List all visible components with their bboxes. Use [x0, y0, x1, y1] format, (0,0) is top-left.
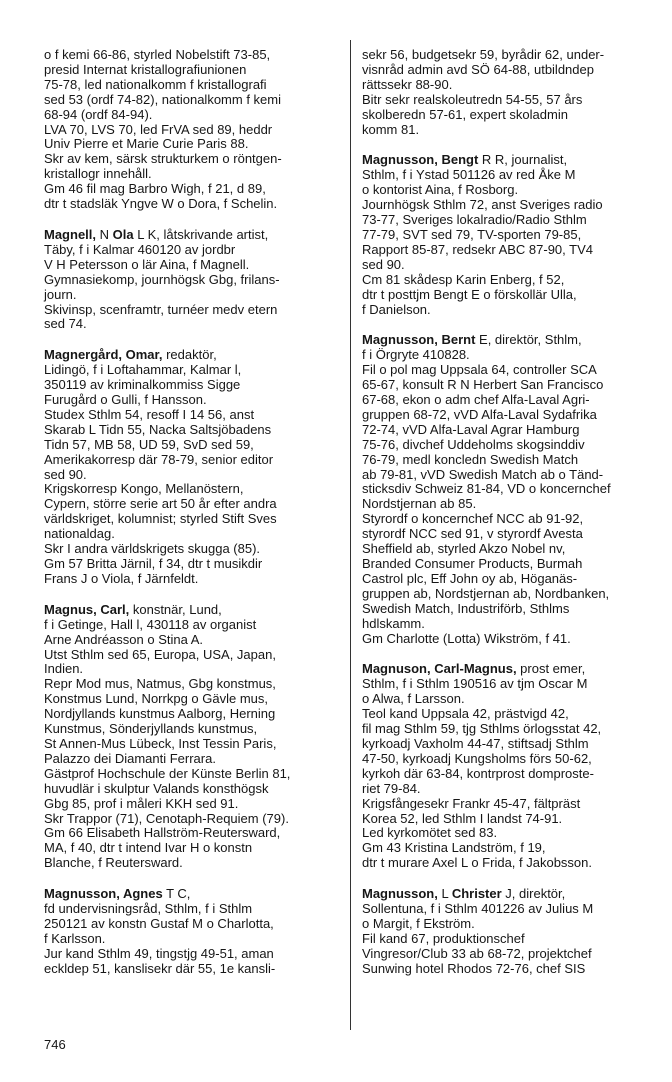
- entry-line: [362, 737, 658, 752]
- entry-text: 350119 av kriminalkommiss Sigge: [44, 377, 241, 393]
- entry-line: [44, 618, 338, 633]
- entry-text: Skivinsp, scenframtr, turnéer medv etern: [44, 301, 278, 317]
- entry-line: [44, 363, 338, 378]
- entry-line: [362, 482, 658, 497]
- entry-line: [362, 228, 658, 243]
- entry-line: [44, 648, 338, 663]
- entry-line: [362, 273, 658, 288]
- entry-line: [44, 737, 338, 752]
- entry-text: 67-68, ekon o adm chef Alfa-Laval Agri-: [362, 392, 590, 408]
- right-column: [362, 48, 658, 993]
- entry-line: [362, 453, 658, 468]
- entry-text: Castrol plc, Eff John oy ab, Höganäs-: [362, 570, 578, 586]
- entry-line: [44, 303, 338, 318]
- entry-line: [44, 932, 338, 947]
- entry-text: presid Internat kristallografiunionen: [44, 61, 247, 77]
- entry-text: f i Örgryte 410828.: [362, 347, 470, 363]
- entry-text: Repr Mod mus, Natmus, Gbg konstmus,: [44, 676, 276, 692]
- entry-text: Univ Pierre et Marie Curie Paris 88.: [44, 136, 249, 152]
- entry-text: Fil o pol mag Uppsala 64, controller SCA: [362, 362, 597, 378]
- entry-text: sed 90.: [362, 256, 405, 272]
- entry-line: [44, 677, 338, 692]
- biography-entry: [362, 887, 658, 976]
- entry-line: [44, 692, 338, 707]
- entry-line: [44, 512, 338, 527]
- entry-line: [362, 168, 658, 183]
- entry-text: visnråd admin avd SÖ 64-88, utbildndep: [362, 61, 594, 77]
- entry-line: [362, 512, 658, 527]
- entry-text: Skr I andra världskrigets skugga (85).: [44, 541, 261, 557]
- entry-name: Magnell,: [44, 226, 97, 242]
- entry-text: ab 79-81, vVD Swedish Match ab o Tänd-: [362, 466, 604, 482]
- entry-text: R R, journalist,: [478, 152, 568, 168]
- entry-text: redaktör,: [162, 347, 217, 363]
- entry-text: Indien.: [44, 661, 84, 677]
- entry-name: Magnuson, Carl-Magnus,: [362, 661, 517, 677]
- entry-text: hdlskamm.: [362, 615, 425, 631]
- entry-line: [44, 468, 338, 483]
- entry-text: V H Petersson o lär Aina, f Magnell.: [44, 256, 250, 272]
- entry-text: 75-76, divchef Uddeholms skogsinddiv: [362, 436, 585, 452]
- entry-line: [362, 917, 658, 932]
- biography-entry: [44, 603, 338, 871]
- entry-line: [44, 438, 338, 453]
- entry-line: [362, 692, 658, 707]
- entry-text: Konstmus Lund, Norrkpg o Gävle mus,: [44, 691, 268, 707]
- entry-text: rättssekr 88-90.: [362, 76, 453, 92]
- entry-line: [44, 767, 338, 782]
- entry-line: [362, 782, 658, 797]
- entry-line: [44, 902, 338, 917]
- entry-line: [44, 557, 338, 572]
- entry-name: Christer: [451, 886, 502, 902]
- entry-line: [362, 826, 658, 841]
- entry-text: o f kemi 66-86, styrled Nobelstift 73-85,: [44, 47, 271, 62]
- entry-text: huvudlär i skulptur Valands konsthögsk: [44, 780, 269, 796]
- entry-line: [44, 797, 338, 812]
- entry-text: prost emer,: [516, 661, 586, 677]
- entry-text: E, direktör, Sthlm,: [475, 332, 582, 348]
- entry-text: Sunwing hotel Rhodos 72-76, chef SIS: [362, 960, 586, 976]
- entry-line: [362, 887, 658, 902]
- entry-text: sticksdiv Schweiz 81-84, VD o koncernchef: [362, 481, 611, 497]
- entry-text: 75-78, led nationalkomm f kristallografi: [44, 76, 267, 92]
- entry-line: [44, 258, 338, 273]
- entry-text: Branded Consumer Products, Burmah: [362, 556, 583, 571]
- entry-text: Nordstjernan ab 85.: [362, 496, 477, 512]
- entry-text: 76-79, medl koncledn Swedish Match: [362, 451, 579, 467]
- left-column: [44, 48, 338, 993]
- entry-line: [362, 572, 658, 587]
- entry-text: sed 74.: [44, 316, 87, 332]
- entry-name: Magnusson, Bengt: [362, 152, 479, 168]
- entry-line: [362, 78, 658, 93]
- entry-line: [44, 393, 338, 408]
- entry-text: Styrordf o koncernchef NCC ab 91-92,: [362, 511, 584, 527]
- entry-text: T C,: [162, 886, 191, 902]
- entry-text: kyrkoadj Vaxholm 44-47, stiftsadj Sthlm: [362, 735, 589, 751]
- entry-line: [44, 63, 338, 78]
- entry-line: [362, 408, 658, 423]
- entry-text: 250121 av konstn Gustaf M o Charlotta,: [44, 915, 274, 931]
- entry-line: [44, 917, 338, 932]
- entry-text: Gm 66 Elisabeth Hallström-Reutersward,: [44, 825, 281, 841]
- biography-entry: [44, 228, 338, 332]
- entry-text: 77-79, SVT sed 79, TV-sporten 79-85,: [362, 226, 582, 242]
- entry-line: [362, 123, 658, 138]
- entry-line: [44, 108, 338, 123]
- entry-name: Magnusson,: [362, 886, 438, 902]
- entry-text: 73-77, Sveriges lokalradio/Radio Sthlm: [362, 212, 587, 228]
- entry-text: Skarab L Tidn 55, Nacka Saltsjöbadens: [44, 421, 272, 437]
- entry-line: [44, 722, 338, 737]
- entry-text: Journhögsk Sthlm 72, anst Sveriges radio: [362, 197, 603, 213]
- entry-line: [44, 167, 338, 182]
- entry-text: Cypern, större serie art 50 år efter andra: [44, 496, 277, 512]
- entry-line: [44, 633, 338, 648]
- entry-text: Led kyrkomötet sed 83.: [362, 825, 498, 841]
- entry-text: sed 90.: [44, 466, 87, 482]
- entry-line: [44, 962, 338, 977]
- entry-text: Frans J o Viola, f Järnfeldt.: [44, 570, 199, 586]
- entry-line: [362, 393, 658, 408]
- entry-text: dtr t murare Axel L o Frida, f Jakobsson.: [362, 855, 593, 871]
- entry-line: [44, 48, 338, 63]
- entry-line: [362, 902, 658, 917]
- entry-text: skolberedn 57-61, expert skoladmin: [362, 106, 568, 122]
- entry-text: Skr av kem, särsk strukturkem o röntgen-: [44, 151, 282, 167]
- entry-line: [362, 722, 658, 737]
- entry-line: [362, 63, 658, 78]
- entry-line: [44, 273, 338, 288]
- column-divider: [350, 40, 351, 1030]
- entry-text: dtr t posttjm Bengt E o förskollär Ulla,: [362, 286, 577, 302]
- entry-text: gruppen 68-72, vVD Alfa-Laval Sydafrika: [362, 406, 597, 422]
- entry-line: [362, 632, 658, 647]
- entry-text: L K, låtskrivande artist,: [133, 226, 269, 242]
- entry-text: N: [96, 226, 113, 242]
- entry-line: [362, 752, 658, 767]
- entry-text: Studex Sthlm 54, resoff I 14 56, anst: [44, 406, 255, 422]
- entry-line: [44, 572, 338, 587]
- entry-line: [44, 482, 338, 497]
- entry-text: Gm 57 Britta Järnil, f 34, dtr t musikdir: [44, 556, 263, 571]
- entry-text: världskriget, kolumnist; styrled Stift Sves: [44, 511, 277, 527]
- entry-line: [362, 797, 658, 812]
- entry-text: Blanche, f Reutersward.: [44, 855, 183, 871]
- entry-text: eckldep 51, kanslisekr där 55, 1e kansli-: [44, 960, 276, 976]
- entry-text: Jur kand Sthlm 49, tingstjg 49-51, aman: [44, 945, 274, 961]
- entry-line: [44, 152, 338, 167]
- entry-line: [362, 662, 658, 677]
- entry-text: Sollentuna, f i Sthlm 401226 av Julius M: [362, 901, 594, 917]
- entry-text: gruppen ab, Nordstjernan ab, Nordbanken,: [362, 585, 610, 601]
- entry-text: Gbg 85, prof i måleri KKH sed 91.: [44, 795, 239, 811]
- entry-line: [362, 602, 658, 617]
- entry-line: [44, 408, 338, 423]
- entry-line: [44, 123, 338, 138]
- entry-line: [362, 767, 658, 782]
- entry-line: [44, 78, 338, 93]
- entry-text: journ.: [44, 286, 77, 302]
- entry-line: [362, 841, 658, 856]
- entry-text: f Danielson.: [362, 301, 431, 317]
- biography-entry: [362, 48, 658, 137]
- entry-text: Gymnasiekomp, journhögsk Gbg, frilans-: [44, 271, 280, 287]
- entry-text: Rapport 85-87, redsekr ABC 87-90, TV4: [362, 241, 593, 257]
- entry-line: [44, 423, 338, 438]
- entry-text: 65-67, konsult R N Herbert San Francisco: [362, 377, 604, 393]
- entry-line: [362, 48, 658, 63]
- entry-text: Gästprof Hochschule der Künste Berlin 81,: [44, 765, 291, 781]
- entry-name: Magnusson, Bernt: [362, 332, 476, 348]
- entry-line: [44, 288, 338, 303]
- entry-line: [44, 707, 338, 722]
- entry-text: Arne Andréasson o Stina A.: [44, 631, 203, 647]
- entry-text: LVA 70, LVS 70, led FrVA sed 89, heddr: [44, 121, 273, 137]
- biography-entry: [44, 48, 338, 212]
- entry-line: [362, 468, 658, 483]
- entry-line: [362, 527, 658, 542]
- entry-text: dtr t stadsläk Yngve W o Dora, f Schelin.: [44, 196, 278, 212]
- entry-line: [362, 856, 658, 871]
- entry-text: Bitr sekr realskoleutredn 54-55, 57 års: [362, 91, 583, 107]
- entry-line: [44, 93, 338, 108]
- entry-text: nationaldag.: [44, 526, 115, 542]
- entry-text: MA, f 40, dtr t intend Ivar H o konstn: [44, 840, 253, 856]
- entry-name: Magnusson, Agnes: [44, 886, 163, 902]
- entry-line: [362, 497, 658, 512]
- entry-line: [362, 153, 658, 168]
- entry-line: [44, 826, 338, 841]
- entry-text: Krigsfångesekr Frankr 45-47, fältpräst: [362, 795, 581, 811]
- entry-line: [362, 962, 658, 977]
- biography-entry: [44, 348, 338, 587]
- entry-text: o kontorist Aina, f Rosborg.: [362, 182, 519, 198]
- entry-text: Sthlm, f i Sthlm 190516 av tjm Oscar M: [362, 676, 588, 692]
- entry-line: [44, 137, 338, 152]
- entry-text: kristallogr innehåll.: [44, 166, 152, 182]
- entry-text: kyrkoh där 63-84, kontrprost domproste-: [362, 765, 594, 781]
- entry-line: [362, 348, 658, 363]
- entry-text: 72-74, vVD Alfa-Laval Agrar Hamburg: [362, 421, 580, 437]
- entry-text: f i Getinge, Hall l, 430118 av organist: [44, 616, 257, 632]
- entry-line: [44, 603, 338, 618]
- entry-text: J, direktör,: [501, 886, 566, 902]
- entry-text: Palazzo dei Diamanti Ferrara.: [44, 750, 216, 766]
- entry-line: [44, 782, 338, 797]
- entry-line: [362, 288, 658, 303]
- entry-line: [44, 856, 338, 871]
- entry-text: Krigskorresp Kongo, Mellanöstern,: [44, 481, 244, 497]
- entry-line: [362, 333, 658, 348]
- entry-text: Kunstmus, Sönderjyllands kunstmus,: [44, 721, 258, 737]
- entry-text: Gm 46 fil mag Barbro Wigh, f 21, d 89,: [44, 181, 266, 197]
- entry-line: [362, 812, 658, 827]
- entry-line: [362, 93, 658, 108]
- entry-line: [44, 317, 338, 332]
- entry-text: f Karlsson.: [44, 930, 106, 946]
- biography-entry: [362, 662, 658, 871]
- entry-line: [44, 228, 338, 243]
- entry-line: [362, 183, 658, 198]
- biography-entry: [362, 153, 658, 317]
- entry-line: [362, 542, 658, 557]
- entry-text: 47-50, kyrkoadj Kungsholms förs 50-62,: [362, 750, 592, 766]
- entry-text: fil mag Sthlm 59, tjg Sthlms örlogsstat 42,: [362, 721, 602, 737]
- entry-line: [44, 527, 338, 542]
- entry-line: [44, 182, 338, 197]
- entry-line: [362, 303, 658, 318]
- entry-text: Lidingö, f i Loftahammar, Kalmar l,: [44, 362, 242, 378]
- entry-text: Tidn 57, MB 58, UD 59, SvD sed 59,: [44, 436, 254, 452]
- entry-line: [44, 752, 338, 767]
- entry-text: konstnär, Lund,: [129, 601, 222, 617]
- entry-text: Nordjyllands kunstmus Aalborg, Herning: [44, 706, 276, 722]
- entry-text: sekr 56, budgetsekr 59, byrådir 62, under-: [362, 47, 605, 62]
- entry-text: Skr Trappor (71), Cenotaph-Requiem (79).: [44, 810, 289, 826]
- biography-entry: [362, 333, 658, 646]
- entry-line: [362, 707, 658, 722]
- entry-line: [44, 662, 338, 677]
- entry-text: Korea 52, led Sthlm I landst 74-91.: [362, 810, 563, 826]
- entry-line: [44, 348, 338, 363]
- entry-line: [44, 197, 338, 212]
- entry-name: Magnus, Carl,: [44, 601, 130, 617]
- entry-line: [44, 812, 338, 827]
- entry-text: Teol kand Uppsala 42, prästvigd 42,: [362, 706, 569, 722]
- entry-text: Vingresor/Club 33 ab 68-72, projektchef: [362, 945, 592, 961]
- entry-line: [44, 542, 338, 557]
- entry-line: [362, 423, 658, 438]
- entry-line: [44, 378, 338, 393]
- entry-text: Täby, f i Kalmar 460120 av jordbr: [44, 241, 236, 257]
- entry-line: [362, 258, 658, 273]
- entry-text: fd undervisningsråd, Sthlm, f i Sthlm: [44, 901, 253, 917]
- entry-line: [362, 557, 658, 572]
- entry-text: o Alwa, f Larsson.: [362, 691, 465, 707]
- entry-line: [44, 497, 338, 512]
- entry-text: Fil kand 67, produktionschef: [362, 930, 525, 946]
- entry-line: [362, 932, 658, 947]
- entry-text: sed 53 (ordf 74-82), nationalkomm f kemi: [44, 91, 281, 107]
- entry-line: [362, 198, 658, 213]
- entry-text: Cm 81 skådesp Karin Enberg, f 52,: [362, 271, 565, 287]
- entry-text: St Annen-Mus Lübeck, Inst Tessin Paris,: [44, 735, 277, 751]
- page-number: 746: [44, 1037, 66, 1052]
- entry-text: Sthlm, f i Ystad 501126 av red Åke M: [362, 167, 576, 183]
- entry-line: [362, 617, 658, 632]
- entry-line: [362, 243, 658, 258]
- entry-text: Sheffield ab, styrled Akzo Nobel nv,: [362, 541, 566, 557]
- entry-text: komm 81.: [362, 121, 420, 137]
- entry-line: [362, 363, 658, 378]
- entry-text: Gm 43 Kristina Landström, f 19,: [362, 840, 546, 856]
- entry-text: riet 79-84.: [362, 780, 421, 796]
- entry-text: Swedish Match, Industriförb, Sthlms: [362, 600, 570, 616]
- entry-text: Furugård o Gulli, f Hansson.: [44, 392, 207, 408]
- entry-line: [362, 213, 658, 228]
- entry-text: L: [437, 886, 452, 902]
- entry-line: [44, 453, 338, 468]
- entry-line: [362, 108, 658, 123]
- entry-text: Amerikakorresp där 78-79, senior editor: [44, 451, 274, 467]
- entry-line: [44, 841, 338, 856]
- entry-text: styrordf NCC sed 91, v styrordf Avesta: [362, 526, 583, 542]
- entry-text: Utst Sthlm sed 65, Europa, USA, Japan,: [44, 646, 276, 662]
- entry-name: Magnergård, Omar,: [44, 347, 163, 363]
- entry-line: [362, 378, 658, 393]
- entry-line: [44, 947, 338, 962]
- entry-text: 68-94 (ordf 84-94).: [44, 106, 153, 122]
- entry-line: [362, 438, 658, 453]
- entry-name: Ola: [112, 226, 134, 242]
- biography-entry: [44, 887, 338, 976]
- entry-text: o Margit, f Ekström.: [362, 915, 475, 931]
- entry-line: [362, 677, 658, 692]
- entry-text: Gm Charlotte (Lotta) Wikström, f 41.: [362, 630, 571, 646]
- entry-line: [362, 587, 658, 602]
- entry-line: [362, 947, 658, 962]
- entry-line: [44, 887, 338, 902]
- entry-line: [44, 243, 338, 258]
